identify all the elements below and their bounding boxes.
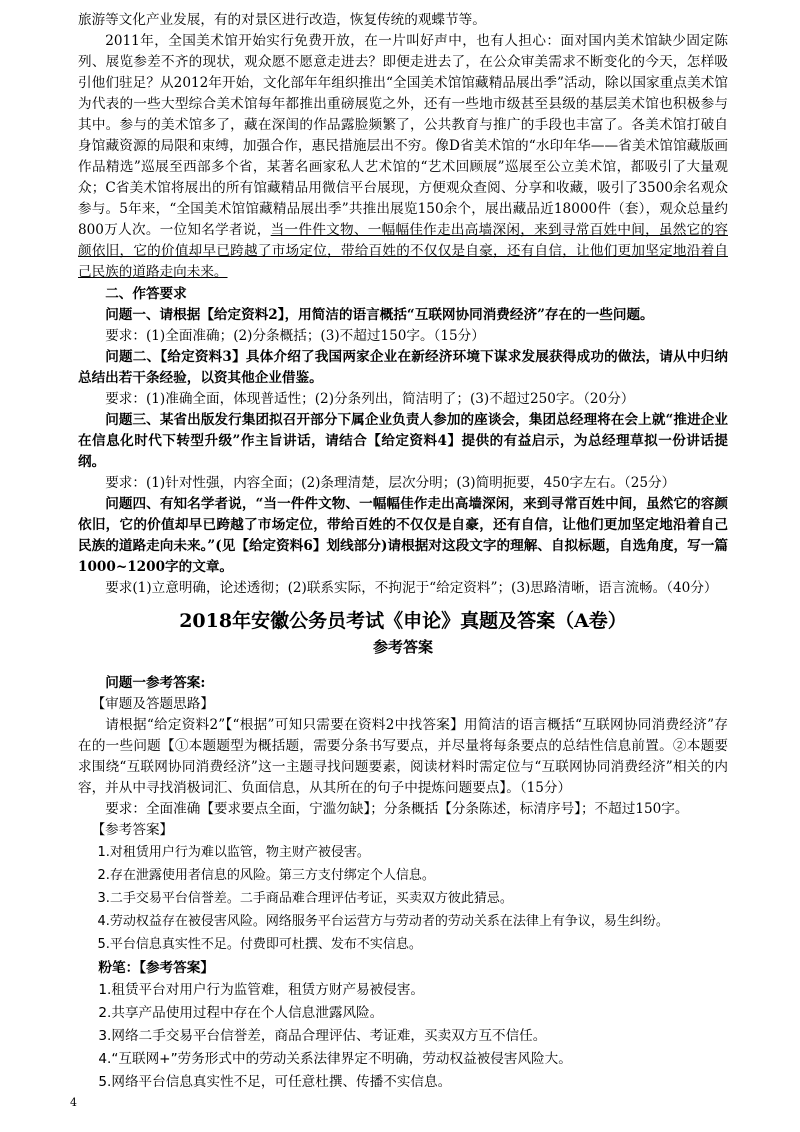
reference-item-4: 4.劳动权益存在被侵害风险。网络服务平台运营方与劳动者的劳动关系在法律上有争议，易生纠纷。 [97,914,669,929]
question-4-requirements: 要求(1)立意明确，论述透彻；(2)联系实际，不拘泥于“给定资料”；(3)思路清晰，语言流畅。（40分） [105,580,718,596]
question-3-requirements: 要求：(1)针对性强，内容全面；(2)条理清楚，层次分明；(3)简明扼要，450字左右。（25分） [105,475,676,491]
thinking-heading: 【审题及答题思路】 [91,696,214,712]
page-number: 4 [70,1096,77,1109]
question-2-title: 问题二、【给定资料3】具体介绍了我国两家企业在新经济环境下谋求发展获得成功的做法，请从中归纳总结出若干条经验，以资其他企业借鉴。 [78,349,728,386]
paragraph-2011 [78,31,728,283]
fenbi-item-2: 2.共享产品使用过程中存在个人信息泄露风险。 [98,1005,384,1021]
fenbi-item-3: 3.网络二手交易平台信誉差，商品合理评估、考证难，买卖双方互不信任。 [98,1028,547,1044]
answer-1-heading: 问题一参考答案: [105,675,206,691]
document-subtitle: 参考答案 [372,638,433,656]
underlined-quote: 当一件件文物、一幅幅佳作走出高墙深闲，来到寻常百姓中间，虽然它的容颜依旧，它的价值却早已跨越了市场定位，带给百姓的不仅仅是自豪，还有自信，让他们更加坚定地沿着自己民族的道路走向未来。 [78,222,728,280]
reference-item-1: 1.对租赁用户行为难以监管，物主财产被侵害。 [97,845,370,860]
reference-item-3: 3.二手交易平台信誉差。二手商品难合理评估考证，买卖双方彼此猜忌。 [97,891,513,906]
question-2-requirements: 要求：(1)准确全面，体现普适性；(2)分条列出，简洁明了；(3)不超过250字。（20分） [105,391,635,407]
question-1-requirements: 要求：(1)全面准确；(2)分条概括；(3)不超过150字。（15分） [105,328,485,344]
question-3-title: 问题三、某省出版发行集团拟召开部分下属企业负责人参加的座谈会，集团总经理将在会上就“推进企业在信息化时代下转型升级”作主旨讲话，请结合【给定资料4】提供的有益启示，为总经理草拟一份讲话提纲。 [78,412,728,470]
answer-requirements: 要求：全面准确【要求要点全面，宁滥勿缺】；分条概括【分条陈述，标清序号】；不超过150字。 [105,801,689,817]
fenbi-item-4: 4.“互联网+”劳务形式中的劳动关系法律界定不明确，劳动权益被侵害风险大。 [98,1051,572,1067]
reference-heading: 【参考答案】 [91,822,174,838]
thinking-text: 请根据“给定资料2”【“根据”可知只需要在资料2中找答案】用简洁的语言概括“互联网协同消费经济”存在的一些问题【①本题题型为概括题，需要分条书写要点，并尽量将每条要点的总结性信息前置。②本题要求围绕“互联网协同消费经济”这一主题寻找问题要素，阅读材料时需定位与“互联网协同消费经济”相关的内容，并从中寻找消极词汇、负面信息，从其所在的句子中提炼问题要点】。（15分） [78,717,728,796]
fenbi-item-5: 5.网络平台信息真实性不足，可任意杜撰、传播不实信息。 [98,1074,452,1090]
question-1-title: 问题一、请根据【给定资料2】，用简洁的语言概括“互联网协同消费经济”存在的一些问题。 [105,307,654,323]
question-4-title: 问题四、有知名学者说，“当一件件文物、一幅幅佳作走出高墙深闲，来到寻常百姓中间，虽然它的容颜依旧，它的价值却早已跨越了市场定位，带给百姓的不仅仅是自豪，还有自信，让他们更加坚定地沿着自己民族的道路走向未来。”(见【给定资料6】划线部分)请根据对这段文字的理解、自拟标题，自选角度，写一篇1000~1200字的文章。 [78,496,728,575]
paragraph-2011-text: 2011年，全国美术馆开始实行免费开放，在一片叫好声中，也有人担心：面对国内美术馆缺少固定陈列、展览参差不齐的现状，观众愿不愿意走进去？即便走进去了，在公众审美需求不断变化的今天，怎样吸引他们驻足？从2012年开始，文化部年年组织推出“全国美术馆馆藏精品展出季”活动，除以国家重点美术馆为代表的一些大型综合美术馆每年都推出重磅展览之外，还有一些地市级甚至县级的基层美术馆也积极参与其中。参与的美术馆多了，藏在深闺的作品露脸频繁了，公共教育与推广的手段也丰富了。各美术馆打破自身馆藏资源的局限和束缚，加强合作，惠民措施层出不穷。像D省美术馆的“水印年华——省美术馆馆藏版画作品精选”巡展至西部多个省，某著名画家私人艺术馆的“艺术回顾展”巡展至公立美术馆，都吸引了大量观众；C省美术馆将展出的所有馆藏精品用微信平台展现，方便观众查阅、分享和收藏，吸引了3500余名观众参与。5年来，“全国美术馆馆藏精品展出季”共推出展览150余个，展出藏品近18000件（套），观众总量约800万人次。一位知名学者说， [78,33,728,238]
document-title: 2018年安徽公务员考试《申论》真题及答案（A卷） [179,610,627,632]
reference-item-2: 2.存在泄露使用者信息的风险。第三方支付绑定个人信息。 [97,868,435,883]
reference-item-5: 5.平台信息真实性不足。付费即可杜撰、发布不实信息。 [97,937,422,952]
top-paragraph: 旅游等文化产业发展，有的对景区进行改造，恢复传统的观蝶节等。 [78,12,486,28]
fenbi-item-1: 1.租赁平台对用户行为监管难，租赁方财产易被侵害。 [98,982,425,998]
fenbi-heading: 粉笔：【参考答案】 [98,960,214,976]
section-heading: 二、作答要求 [105,286,187,302]
page-content [78,10,728,1094]
